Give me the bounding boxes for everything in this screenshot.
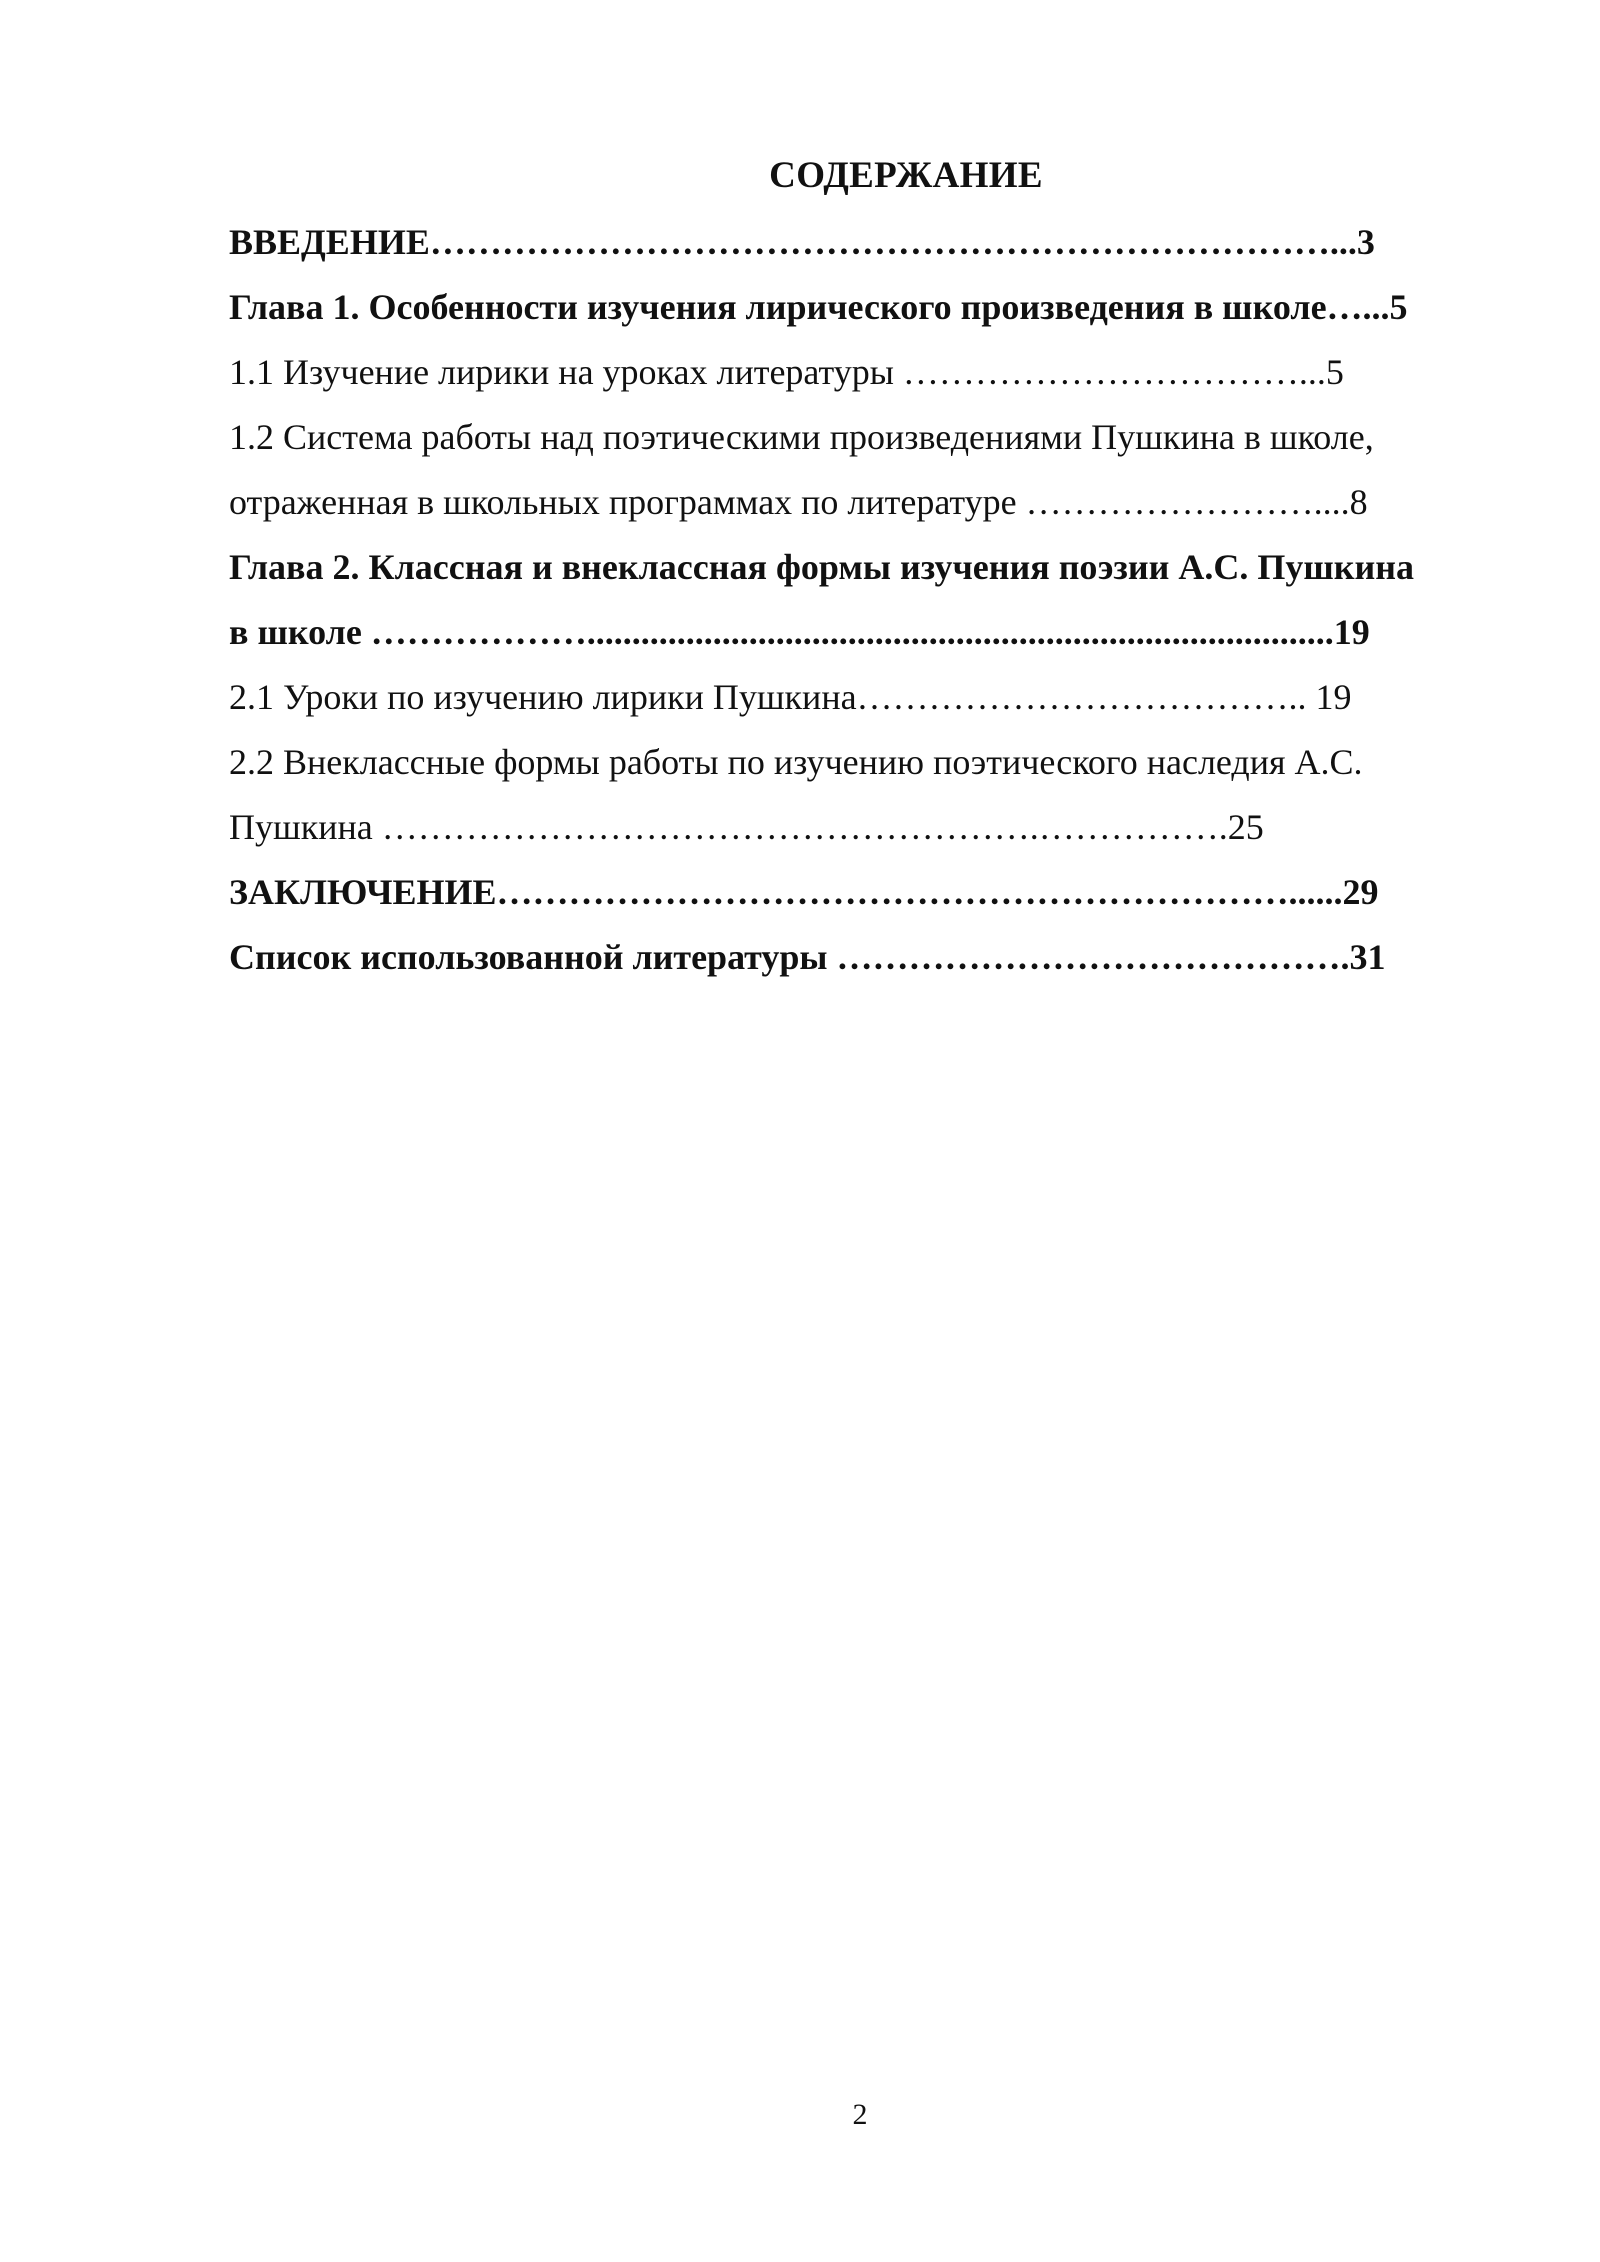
page-number: 2: [852, 2098, 868, 2131]
toc-entry-bibliography: Список использованной литературы …………………………………….31: [229, 937, 1386, 977]
toc-entry-section-2-1: 2.1 Уроки по изучению лирики Пушкина……………………………….. 19: [229, 677, 1352, 717]
toc-entry-chapter-2-line-2: в школе ………………...................................................................................19: [229, 612, 1370, 652]
toc-title: СОДЕРЖАНИЕ: [769, 155, 1043, 196]
toc-entry-introduction: ВВЕДЕНИЕ…………………………………………………………………...3: [229, 222, 1375, 262]
toc-entry-section-2-2-line-1: 2.2 Внеклассные формы работы по изучению поэтического наследия А.С.: [229, 742, 1363, 782]
toc-entry-section-1-2-line-2: отраженная в школьных программах по литературе ……………………....8: [229, 482, 1368, 522]
toc-entry-chapter-2-line-1: Глава 2. Классная и внеклассная формы изучения поэзии А.С. Пушкина: [229, 547, 1414, 587]
toc-entry-conclusion: ЗАКЛЮЧЕНИЕ…………………………………………………………......29: [229, 872, 1379, 912]
toc-entry-section-1-2-line-1: 1.2 Система работы над поэтическими произведениями Пушкина в школе,: [229, 417, 1374, 457]
toc-entry-section-1-1: 1.1 Изучение лирики на уроках литературы ……………………………...5: [229, 352, 1344, 392]
toc-entry-chapter-1: Глава 1. Особенности изучения лирического произведения в школе…...5: [229, 287, 1408, 327]
toc-entry-section-2-2-line-2: Пушкина ……………………………………………….…………….25: [229, 807, 1264, 847]
